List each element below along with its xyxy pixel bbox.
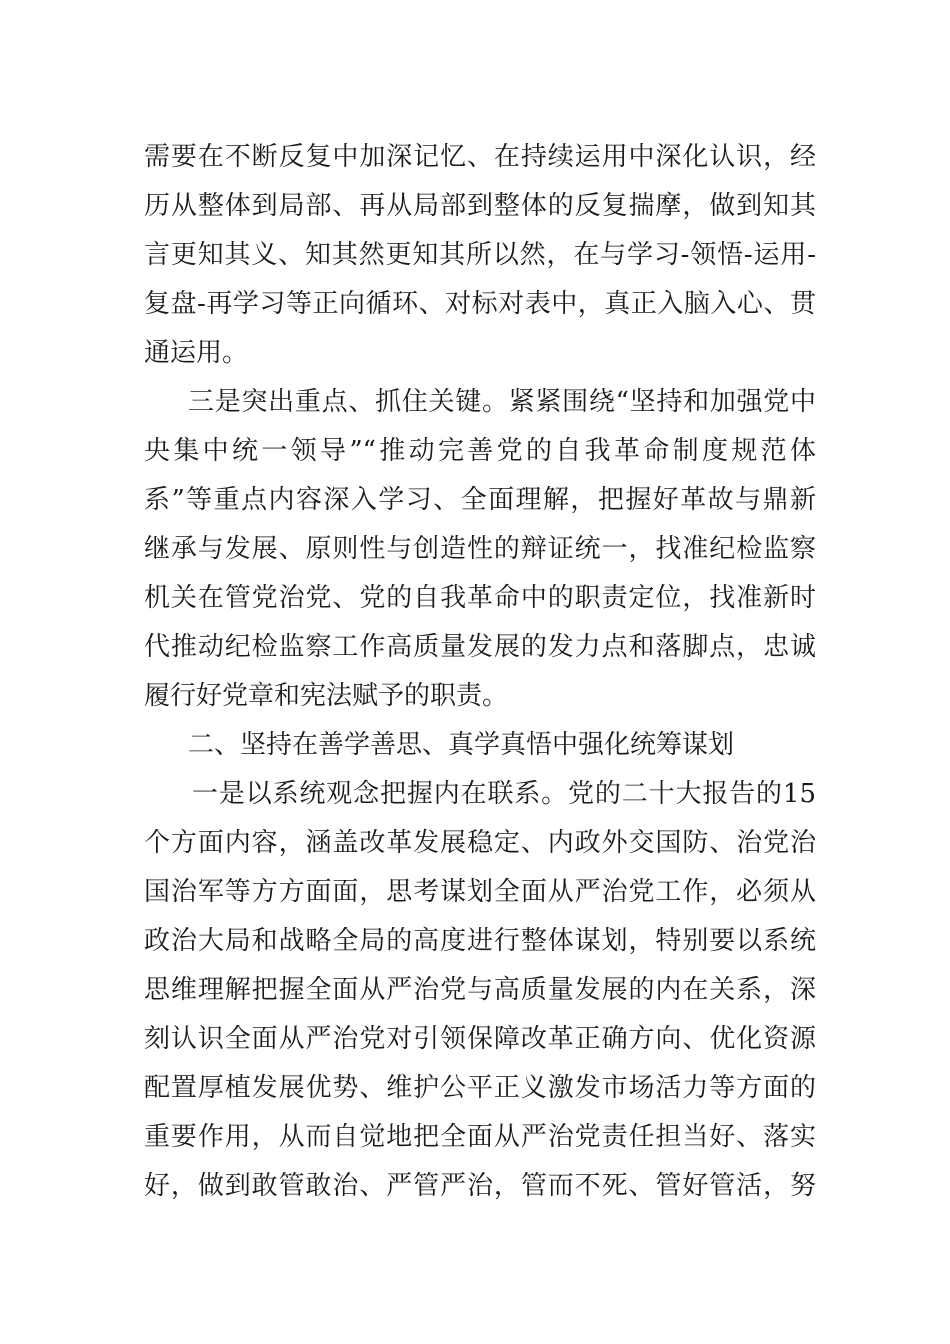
paragraph-line: 机关在管党治党、党的自我革命中的职责定位，找准新时 <box>144 583 816 613</box>
paragraph-line: 好，做到敢管敢治、严管严治，管而不死、管好管活，努 <box>144 1171 816 1201</box>
paragraph-line: 继承与发展、原则性与创造性的辩证统一，找准纪检监察 <box>144 534 816 564</box>
paragraph-line: 重要作用，从而自觉地把全面从严治党责任担当好、落实 <box>144 1122 816 1152</box>
paragraph-line: 言更知其义、知其然更知其所以然，在与学习-领悟-运用- <box>144 240 816 270</box>
paragraph-line: 政治大局和战略全局的高度进行整体谋划，特别要以系统 <box>144 926 816 956</box>
paragraph-line: 代推动纪检监察工作高质量发展的发力点和落脚点，忠诚 <box>144 632 816 662</box>
paragraph-first-line: 一是以系统观念把握内在联系。党的二十大报告的15 <box>192 779 816 809</box>
paragraph-line: 配置厚植发展优势、维护公平正义激发市场活力等方面的 <box>144 1073 816 1103</box>
paragraph-line: 需要在不断反复中加深记忆、在持续运用中深化认识，经 <box>144 142 816 172</box>
paragraph-line: 个方面内容，涵盖改革发展稳定、内政外交国防、治党治 <box>144 828 816 858</box>
paragraph-line: 国治军等方方面面，思考谋划全面从严治党工作，必须从 <box>144 877 816 907</box>
paragraph-line: 历从整体到局部、再从局部到整体的反复揣摩，做到知其 <box>144 191 816 221</box>
paragraph-first-line: 三是突出重点、抓住关键。紧紧围绕“坚持和加强党中 <box>188 387 816 417</box>
paragraph-line: 通运用。 <box>144 338 249 368</box>
document-body <box>144 133 816 1211</box>
paragraph-line: 系”等重点内容深入学习、全面理解，把握好革故与鼎新 <box>144 485 816 515</box>
paragraph-line: 央集中统一领导”“推动完善党的自我革命制度规范体 <box>144 436 816 466</box>
section-heading: 二、坚持在善学善思、真学真悟中强化统筹谋划 <box>188 730 735 760</box>
paragraph-line: 刻认识全面从严治党对引领保障改革正确方向、优化资源 <box>144 1024 816 1054</box>
paragraph-line: 思维理解把握全面从严治党与高质量发展的内在关系，深 <box>144 975 816 1005</box>
paragraph-line: 复盘-再学习等正向循环、对标对表中，真正入脑入心、贯 <box>144 289 816 319</box>
paragraph-line: 履行好党章和宪法赋予的职责。 <box>144 681 509 711</box>
